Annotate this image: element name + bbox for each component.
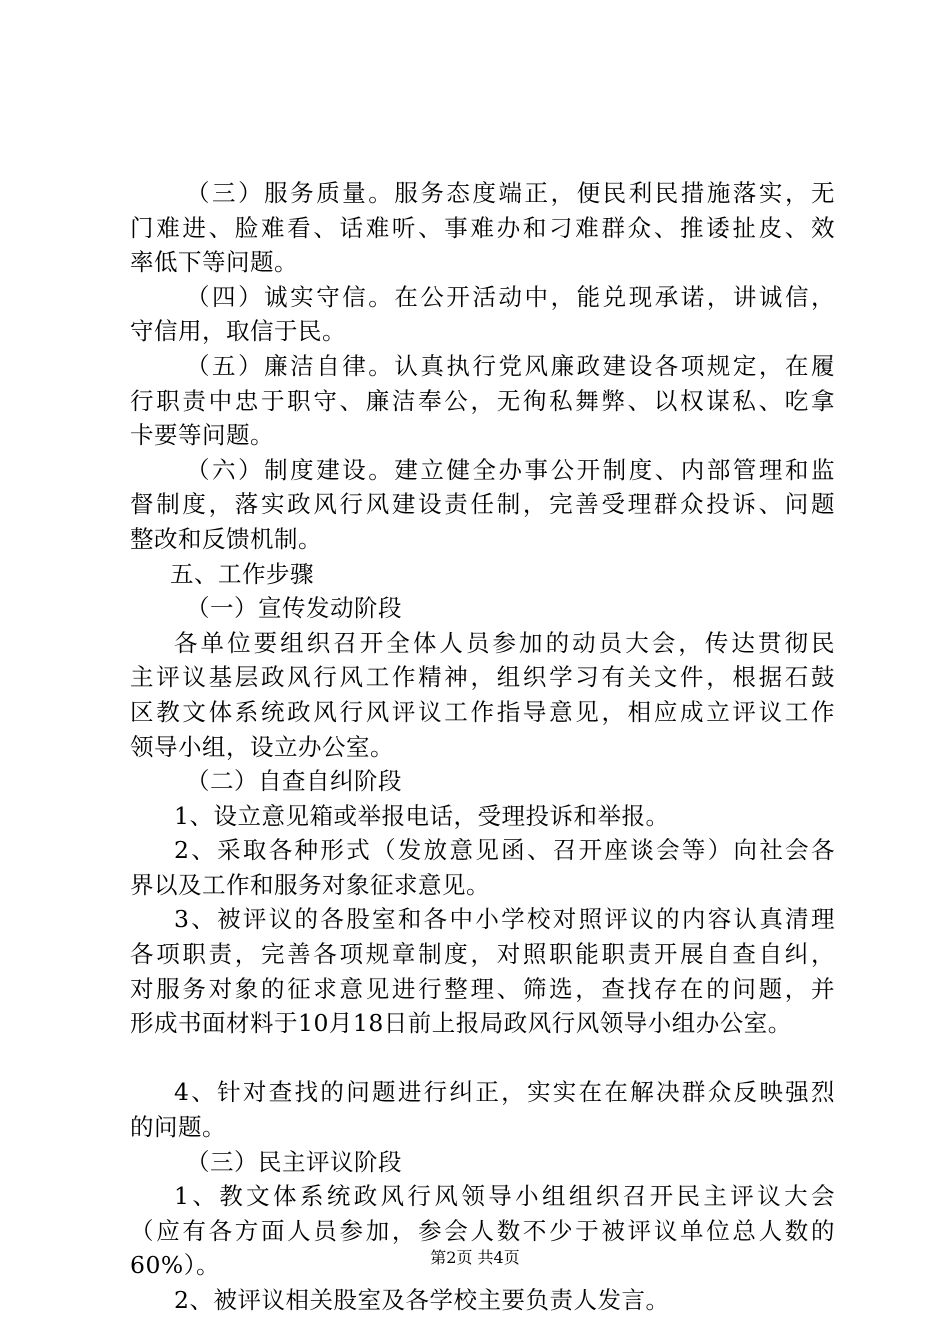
paragraph-line: 60%）。 bbox=[130, 1251, 220, 1280]
paragraph-line: 界以及工作和服务对象征求意见。 bbox=[130, 870, 490, 899]
list-item: 3、被评议的各股室和各中小学校对照评议的内容认真清理 bbox=[174, 905, 835, 934]
paragraph-line: 领导小组，设立办公室。 bbox=[130, 732, 394, 761]
section-heading: 五、工作步骤 bbox=[170, 559, 314, 588]
paragraph-line: 的问题。 bbox=[130, 1113, 226, 1142]
paragraph-line: 率低下等问题。 bbox=[130, 248, 298, 277]
paragraph-line: 整改和反馈机制。 bbox=[130, 524, 322, 553]
subsection-heading: （一）宣传发动阶段 bbox=[186, 594, 402, 623]
paragraph-line: 形成书面材料于10月18日前上报局政风行风领导小组办公室。 bbox=[130, 1009, 792, 1038]
paragraph-line: （六）制度建设。建立健全办事公开制度、内部管理和监 bbox=[186, 455, 835, 484]
list-item: 1、教文体系统政风行风领导小组组织召开民主评议大会 bbox=[174, 1182, 835, 1211]
paragraph-line: 门难进、脸难看、话难听、事难办和刁难群众、推诿扯皮、效 bbox=[130, 213, 835, 242]
paragraph-line: （四）诚实守信。在公开活动中，能兑现承诺，讲诚信， bbox=[186, 282, 835, 311]
list-item: 4、针对查找的问题进行纠正，实实在在解决群众反映强烈 bbox=[174, 1078, 835, 1107]
paragraph-line: 对服务对象的征求意见进行整理、筛选，查找存在的问题，并 bbox=[130, 974, 835, 1003]
paragraph-line: （五）廉洁自律。认真执行党风廉政建设各项规定，在履 bbox=[186, 351, 835, 380]
paragraph-line: 区教文体系统政风行风评议工作指导意见，相应成立评议工作 bbox=[130, 697, 835, 726]
list-item: 2、采取各种形式（发放意见函、召开座谈会等）向社会各 bbox=[174, 836, 835, 865]
paragraph-line: 主评议基层政风行风工作精神，组织学习有关文件，根据石鼓 bbox=[130, 663, 835, 692]
subsection-heading: （二）自查自纠阶段 bbox=[186, 767, 402, 796]
list-item: 1、设立意见箱或举报电话，受理投诉和举报。 bbox=[174, 801, 670, 830]
paragraph-line: 卡要等问题。 bbox=[130, 421, 274, 450]
paragraph-line: 各项职责，完善各项规章制度，对照职能职责开展自查自纠， bbox=[130, 940, 835, 969]
paragraph-line: 守信用，取信于民。 bbox=[130, 317, 346, 346]
blank-line bbox=[130, 1041, 835, 1076]
paragraph-line: 督制度，落实政风行风建设责任制，完善受理群众投诉、问题 bbox=[130, 490, 835, 519]
paragraph-line: 行职责中忠于职守、廉洁奉公，无徇私舞弊、以权谋私、吃拿 bbox=[130, 386, 835, 415]
subsection-heading: （三）民主评议阶段 bbox=[186, 1147, 402, 1176]
paragraph-line: （三）服务质量。服务态度端正，便民利民措施落实，无 bbox=[186, 179, 835, 207]
paragraph-line: （应有各方面人员参加，参会人数不少于被评议单位总人数的 bbox=[130, 1216, 835, 1245]
list-item: 2、被评议相关股室及各学校主要负责人发言。 bbox=[174, 1286, 670, 1314]
document-body bbox=[130, 176, 835, 1318]
paragraph-line: 各单位要组织召开全体人员参加的动员大会，传达贯彻民 bbox=[174, 628, 835, 657]
page-footer: 第2页 共4页 bbox=[430, 1248, 520, 1267]
